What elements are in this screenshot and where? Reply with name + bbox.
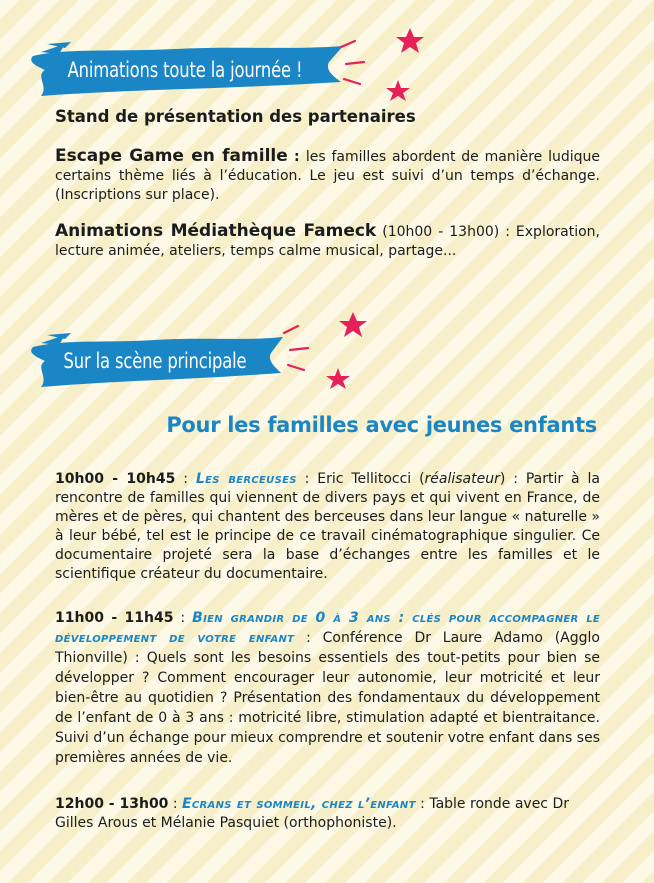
escape-title: Escape Game en famille: [55, 146, 288, 166]
event-role: réalisateur: [424, 471, 500, 487]
event-title: Les berceuses: [195, 471, 297, 487]
event-time: 10h00 - 10h45: [55, 471, 176, 487]
banner-title: Sur la scène principale: [63, 349, 247, 373]
event-title: Ecrans et sommeil, chez l’enfant: [182, 796, 416, 812]
event-time: 12h00 - 13h00: [55, 796, 169, 812]
star-icon: [326, 368, 350, 389]
event-title: Bien grandir de 0 à 3 ans : clés pour accompagner le développement de votre enfant: [55, 610, 600, 646]
mediatheque-title: Animations Médiathèque Fameck: [55, 221, 377, 241]
event-item: 10h00 - 10h45 : Les berceuses : Eric Tellitocci (réalisateur) : Partir à la rencontre de familles qui viennent de divers pays et qui vivent en France, de mères et de pères, qui chantent des berceuses dans leur langue « naturelle » à leur bébé, tel est le principe de ce travail cinématographique singulier. Ce documentaire projeté sera la base d’échanges entre les familles et le scientifique créateur du documentaire.: [55, 471, 601, 582]
event-text: ) : Partir à la rencontre de familles qui viennent de divers pays et qui vivent en France, de mères et de pères, qui chantent des berceuses dans leur langue « naturelle » à leur bébé, tel est le principe de ce travail cinématographique singulier. Ce documentaire projeté sera la base d’échanges entre les familles et le scientifique créateur du documentaire.: [55, 471, 601, 582]
event-item: 12h00 - 13h00 : Ecrans et sommeil, chez l’enfant : Table ronde avec Dr Gilles Arous et Mélanie Pasquiet (orthophoniste).: [55, 796, 569, 831]
escape-game-item: Escape Game en famille : les familles abordent de manière ludique certains thème liés à l’éducation. Le jeu est suivi d’un temps d’échange. (Inscriptions sur place).: [55, 146, 600, 203]
event-text: : Conférence Dr Laure Adamo (Agglo Thionville) : Quels sont les besoins essentiels des tout-petits pour bien se développer ? Comment encourager leur autonomie, leur motricité et leur bien-être au quotidien ? Présentation des fondamentaux du développement de l’enfant de 0 à 3 ans : motricité libre, stimulation adapté et bientraitance. Suivi d’un échange pour mieux comprendre et soutenir votre enfant dans ses premières années de vie.: [55, 630, 600, 766]
escape-text: les familles abordent de manière ludique certains thème liés à l’éducation. Le jeu est suivi d’un temps d’échange. (Inscriptions sur place).: [55, 149, 600, 203]
event-time: 11h00 - 11h45: [55, 610, 174, 626]
stand-heading: Stand de présentation des partenaires: [55, 107, 416, 126]
banner-title: Animations toute la journée !: [67, 58, 303, 82]
mediatheque-text: Exploration, lecture animée, ateliers, temps calme musical, partage...: [55, 224, 600, 259]
star-icon: [339, 312, 367, 337]
event-text: : Table ronde avec Dr Gilles Arous et Mélanie Pasquiet (orthophoniste).: [55, 796, 569, 831]
event-item: 11h00 - 11h45 : Bien grandir de 0 à 3 ans : clés pour accompagner le développement de votre enfant : Conférence Dr Laure Adamo (Agglo Thionville) : Quels sont les besoins essentiels des tout-petits pour bien se développer ? Comment encourager leur autonomie, leur motricité et leur bien-être au quotidien ? Présentation des fondamentaux du développement de l’enfant de 0 à 3 ans : motricité libre, stimulation adapté et bientraitance. Suivi d’un échange pour mieux comprendre et soutenir votre enfant dans ses premières années de vie.: [55, 610, 600, 766]
families-subheading: Pour les familles avec jeunes enfants: [166, 413, 597, 437]
mediatheque-time: (10h00 - 13h00) :: [376, 224, 516, 240]
